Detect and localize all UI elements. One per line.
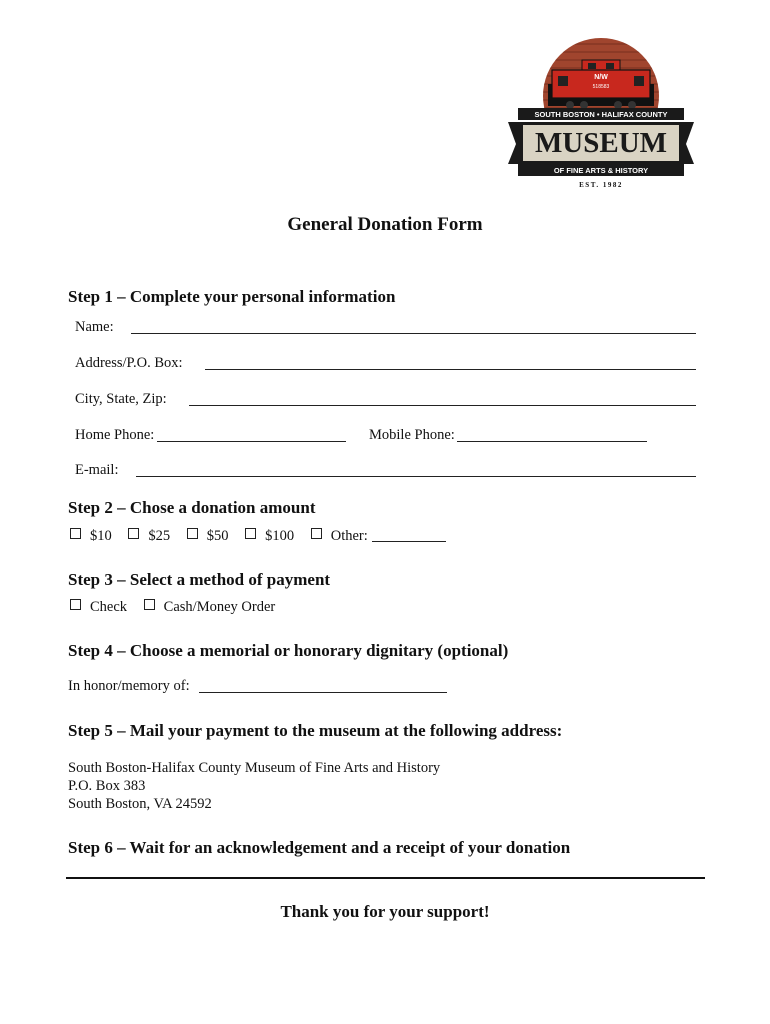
checkbox[interactable] <box>245 528 256 539</box>
home-phone-label: Home Phone: <box>75 427 155 443</box>
city-field[interactable] <box>189 405 696 406</box>
mailing-address <box>68 759 440 813</box>
option-label: $10 <box>90 528 112 544</box>
option-other[interactable] <box>311 528 446 545</box>
option-50[interactable] <box>187 528 229 545</box>
honor-label: In honor/memory of: <box>68 678 190 694</box>
logo-car-text: N/W <box>594 74 608 81</box>
mobile-phone-field[interactable] <box>457 441 647 442</box>
donation-amount-options <box>70 528 459 545</box>
honor-field[interactable] <box>199 692 447 693</box>
address-line: P.O. Box 383 <box>68 778 146 794</box>
option-label: $50 <box>206 528 229 544</box>
name-label: Name: <box>75 319 114 335</box>
option-label: Other: <box>330 528 368 544</box>
address-field[interactable] <box>205 369 696 370</box>
name-field[interactable] <box>131 333 696 334</box>
museum-logo <box>508 36 694 192</box>
option-25[interactable] <box>128 528 170 545</box>
option-10[interactable] <box>70 528 112 545</box>
email-label: E-mail: <box>75 462 119 478</box>
checkbox[interactable] <box>311 528 322 539</box>
option-cash[interactable] <box>144 599 276 616</box>
logo-line2: MUSEUM <box>534 127 668 159</box>
other-amount-field[interactable] <box>372 541 446 542</box>
step1-heading: Step 1 – Complete your personal information <box>68 287 396 306</box>
checkbox[interactable] <box>70 528 81 539</box>
address-line: South Boston, VA 24592 <box>68 796 212 812</box>
thank-you-note: Thank you for your support! <box>280 902 490 921</box>
home-phone-field[interactable] <box>157 441 346 442</box>
mobile-phone-label: Mobile Phone: <box>369 427 455 443</box>
option-label: Cash/Money Order <box>163 599 276 615</box>
divider <box>66 877 705 879</box>
email-field[interactable] <box>136 476 696 477</box>
option-label: $100 <box>265 528 295 544</box>
step2-heading: Step 2 – Chose a donation amount <box>68 498 316 517</box>
logo-line4: EST. 1982 <box>579 181 623 189</box>
option-check[interactable] <box>70 599 127 616</box>
address-line: South Boston-Halifax County Museum of Fine Arts and History <box>68 760 441 776</box>
checkbox[interactable] <box>70 599 81 610</box>
payment-method-options <box>70 599 288 616</box>
step4-heading: Step 4 – Choose a memorial or honorary dignitary (optional) <box>68 641 509 660</box>
step5-heading: Step 5 – Mail your payment to the museum at the following address: <box>68 721 563 740</box>
logo-line3: OF FINE ARTS & HISTORY <box>553 166 649 175</box>
address-label: Address/P.O. Box: <box>75 355 183 371</box>
option-label: $25 <box>148 528 171 544</box>
city-label: City, State, Zip: <box>75 391 167 407</box>
step3-heading: Step 3 – Select a method of payment <box>68 570 331 589</box>
option-label: Check <box>90 599 128 615</box>
checkbox[interactable] <box>128 528 139 539</box>
step6-heading: Step 6 – Wait for an acknowledgement and a receipt of your donation <box>68 838 571 857</box>
option-100[interactable] <box>245 528 294 545</box>
checkbox[interactable] <box>187 528 198 539</box>
page-title: General Donation Form <box>287 214 483 235</box>
logo-line1: SOUTH BOSTON • HALIFAX COUNTY <box>534 110 668 119</box>
checkbox[interactable] <box>144 599 155 610</box>
logo-car-number: 518583 <box>592 84 610 90</box>
